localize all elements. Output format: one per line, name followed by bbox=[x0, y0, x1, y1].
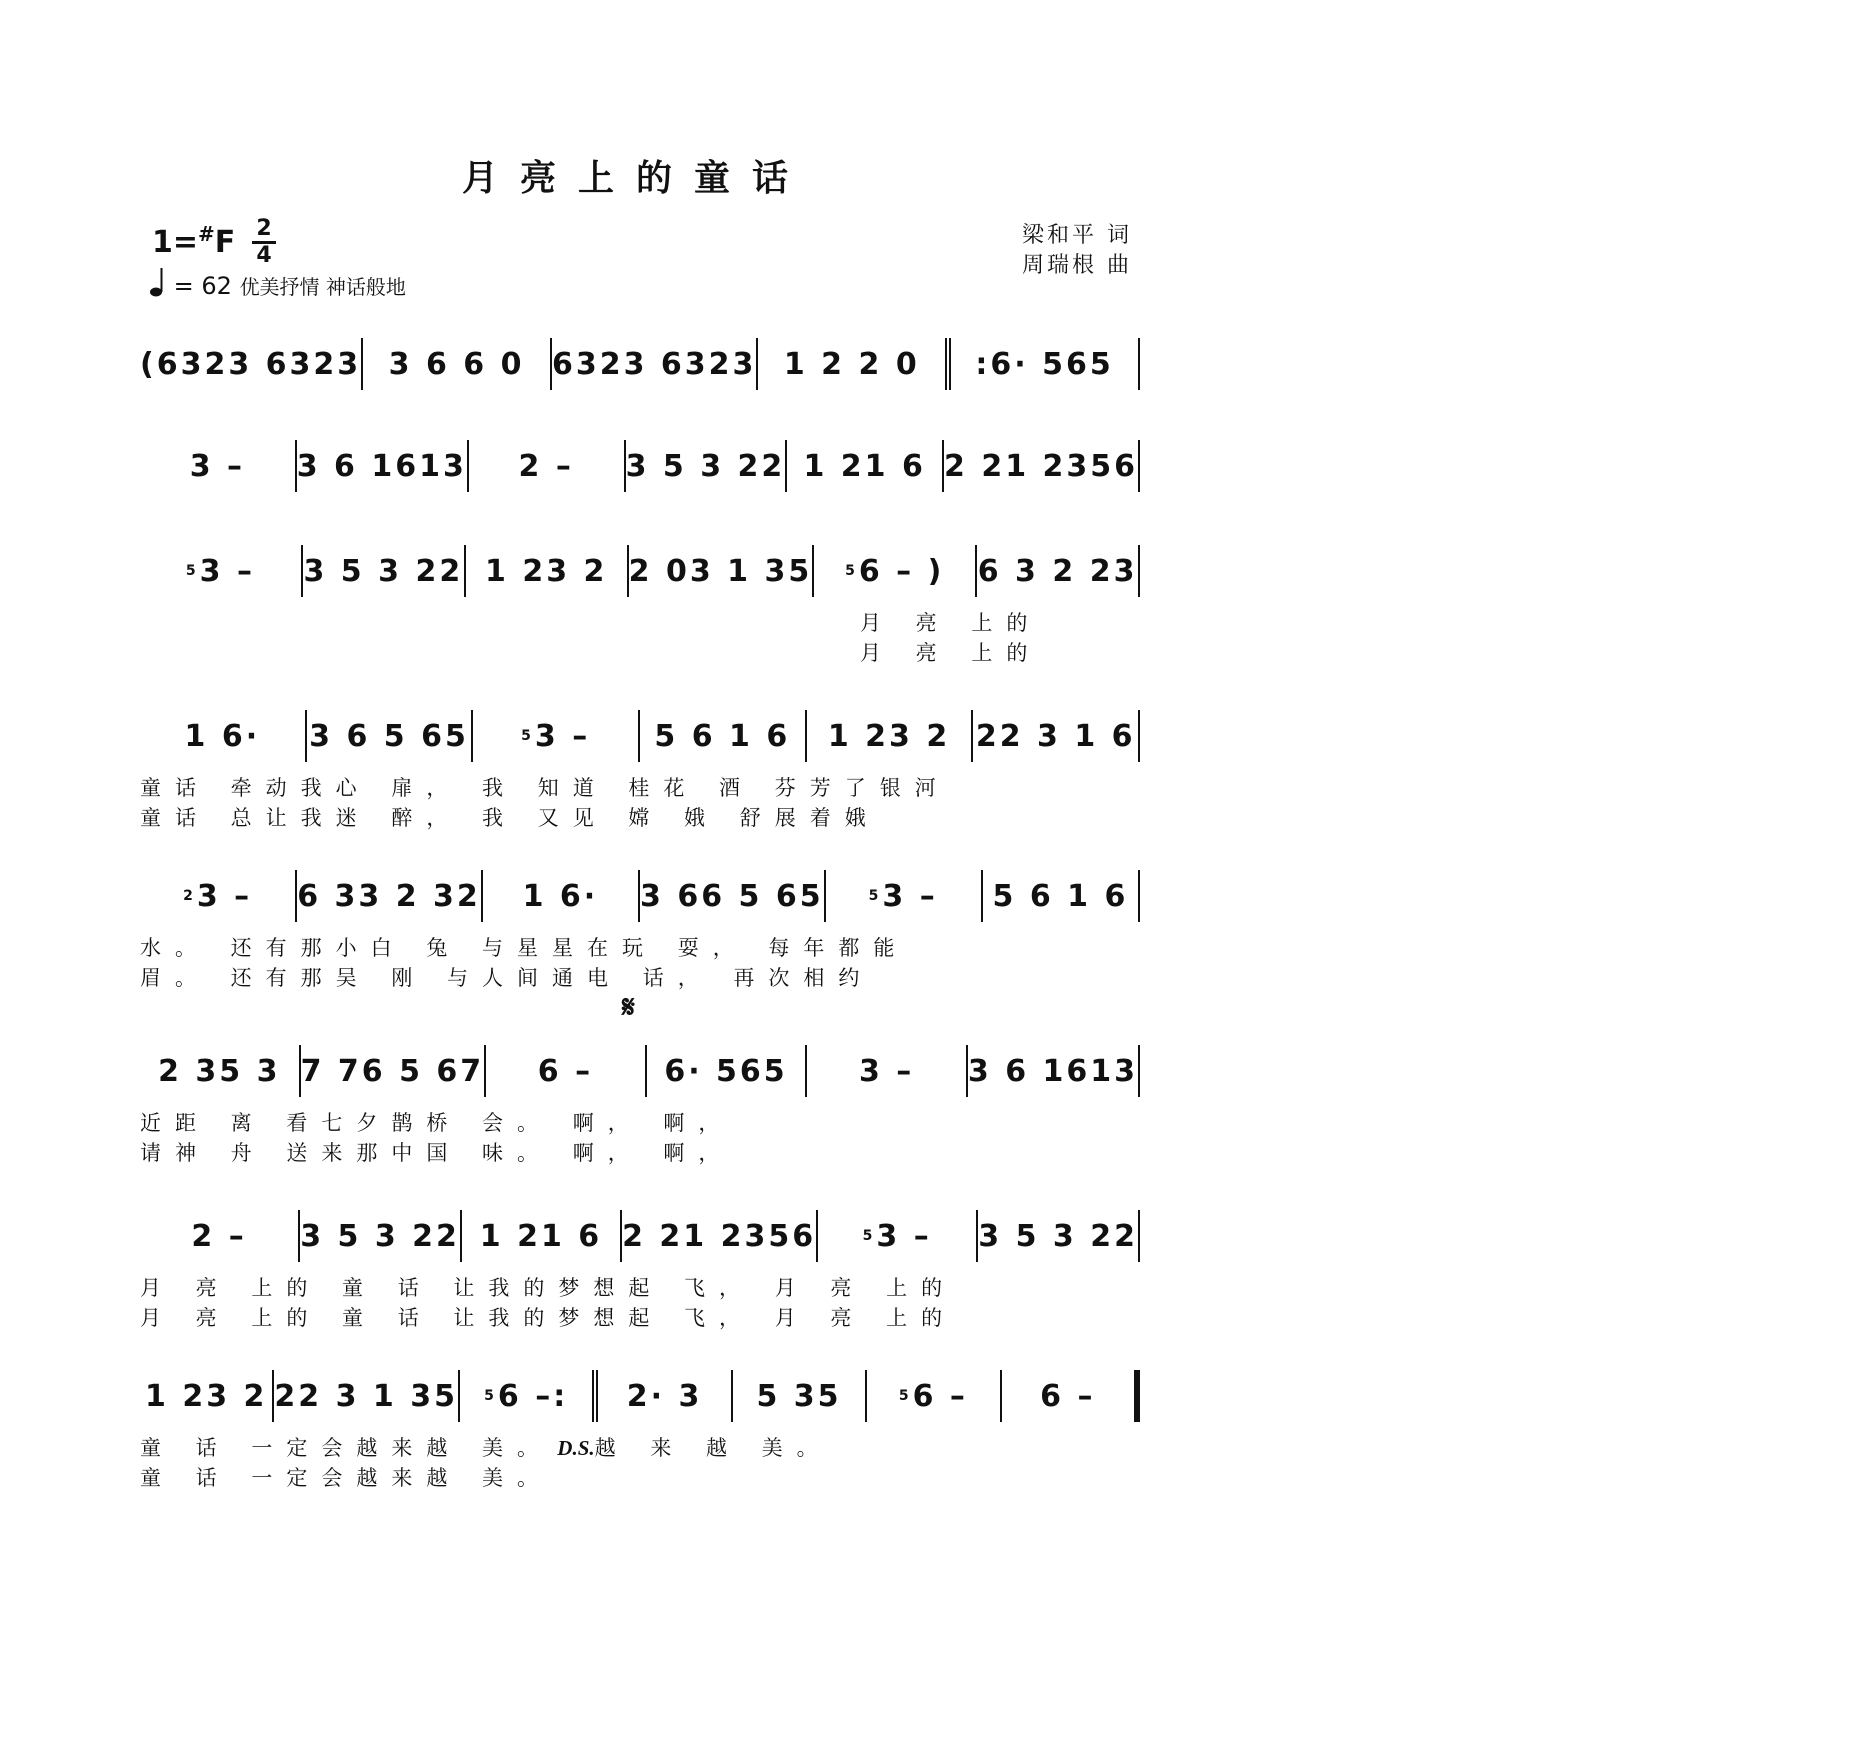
staff-row bbox=[140, 338, 1140, 418]
grace-note: 2 bbox=[183, 888, 196, 904]
measure bbox=[640, 710, 807, 762]
measure-notes: 6 33 2 32 bbox=[297, 878, 481, 914]
lyric-line: 月 亮 上的 bbox=[860, 641, 1042, 665]
grace-note: 5 bbox=[862, 1228, 876, 1244]
measure bbox=[968, 1045, 1140, 1097]
measure bbox=[622, 1210, 818, 1262]
measure bbox=[977, 545, 1140, 597]
measure bbox=[807, 1045, 968, 1097]
measure-notes: 3 5 3 22 bbox=[300, 1218, 460, 1254]
grace-note: 5 bbox=[521, 728, 534, 744]
measure bbox=[140, 1045, 301, 1097]
lyric-line: 近距 离 看七夕鹊桥 会。 啊， 啊， bbox=[140, 1111, 734, 1135]
segno-sign: 𝄋 bbox=[622, 990, 635, 1025]
measure bbox=[807, 710, 974, 762]
measure-notes: 5 6 1 6 bbox=[654, 718, 791, 754]
measure-notes: 3 6 1613 bbox=[296, 448, 467, 484]
key-prefix: 1= bbox=[152, 225, 199, 260]
measure bbox=[274, 1370, 460, 1422]
lyric-line: 童话 牵动我心 扉， 我 知道 桂花 酒 芬芳了银河 bbox=[140, 776, 950, 800]
measure bbox=[300, 1210, 462, 1262]
lyricist-credit: 梁和平 词 bbox=[1022, 223, 1132, 248]
measure bbox=[140, 545, 303, 597]
measure bbox=[983, 870, 1140, 922]
measure-notes: 1 6· bbox=[184, 718, 261, 754]
measure-notes: 2 21 2356 bbox=[944, 448, 1139, 484]
measure bbox=[733, 1370, 867, 1422]
measure-notes: 3 5 3 22 bbox=[303, 553, 464, 589]
measure-notes: 5 6 1 6 bbox=[992, 878, 1129, 914]
measure bbox=[466, 545, 629, 597]
sharp-icon: # bbox=[198, 222, 215, 246]
measure-notes: 6 – bbox=[912, 1378, 968, 1414]
measure bbox=[483, 870, 640, 922]
measure-notes: 3 – bbox=[858, 1053, 915, 1089]
grace-note: 5 bbox=[898, 1388, 912, 1404]
measure bbox=[140, 710, 307, 762]
key-signature bbox=[152, 222, 235, 260]
measure-notes: 5 35 bbox=[756, 1378, 842, 1414]
measure-notes: 6· 565 bbox=[664, 1053, 788, 1089]
measure bbox=[951, 338, 1140, 390]
measure-notes: 3 66 5 65 bbox=[640, 878, 824, 914]
measure-notes: 3 5 3 22 bbox=[625, 448, 786, 484]
time-signature bbox=[252, 218, 276, 267]
composer-credit: 周瑞根 曲 bbox=[1022, 253, 1132, 278]
measure bbox=[826, 870, 983, 922]
measure-notes: 2 – bbox=[191, 1218, 247, 1254]
ds-lyrics: 越 来 越 美。 bbox=[594, 1436, 832, 1460]
measure-notes: 3 – bbox=[882, 878, 938, 914]
measure bbox=[140, 1370, 274, 1422]
measure-notes: 1 21 6 bbox=[479, 1218, 603, 1254]
measure bbox=[1002, 1370, 1140, 1422]
measure bbox=[647, 1045, 808, 1097]
measure bbox=[140, 1210, 300, 1262]
measure bbox=[301, 1045, 487, 1097]
measure bbox=[140, 338, 363, 390]
grace-note: 5 bbox=[185, 563, 199, 579]
lyric-line: 请神 舟 送来那中国 味。 啊， 啊， bbox=[140, 1141, 734, 1165]
quarter-note-icon bbox=[150, 268, 166, 304]
tempo-expression: 优美抒情 神话般地 bbox=[239, 275, 406, 299]
measure-notes: 6323 6323 bbox=[551, 346, 757, 382]
measure bbox=[462, 1210, 622, 1262]
measure-notes: 2 21 2356 bbox=[622, 1218, 817, 1254]
lyric-line: 童 话 一定会越来越 美。 bbox=[140, 1466, 553, 1490]
measure-notes: 6 – bbox=[537, 1053, 594, 1089]
measure bbox=[629, 545, 815, 597]
measure bbox=[978, 1210, 1140, 1262]
measure-notes: 3 – bbox=[534, 718, 591, 754]
measure bbox=[307, 710, 474, 762]
measure bbox=[486, 1045, 647, 1097]
measure bbox=[973, 710, 1140, 762]
measure bbox=[787, 440, 944, 492]
lyric-line: 月 亮 上的 童 话 让我的梦想起 飞， 月 亮 上的 bbox=[140, 1306, 957, 1330]
measure bbox=[473, 710, 640, 762]
key-note: F bbox=[214, 225, 236, 260]
grace-note: 5 bbox=[868, 888, 882, 904]
measure-notes: 6 – ) bbox=[858, 553, 945, 589]
lyric-line: 月 亮 上的 童 话 让我的梦想起 飞， 月 亮 上的 bbox=[140, 1276, 957, 1300]
measure-notes: 3 – bbox=[189, 448, 246, 484]
measure bbox=[814, 545, 977, 597]
measure bbox=[552, 338, 758, 390]
measure-notes: 2 03 1 35 bbox=[628, 553, 813, 589]
song-title: 月亮上的童话 bbox=[461, 157, 810, 199]
measure bbox=[640, 870, 826, 922]
measure-notes: 22 3 1 35 bbox=[274, 1378, 458, 1414]
time-sig-bottom: 4 bbox=[256, 243, 272, 268]
measure-notes: 3 – bbox=[876, 1218, 932, 1254]
measure bbox=[944, 440, 1140, 492]
measure-notes: 7 76 5 67 bbox=[300, 1053, 485, 1089]
lyric-line: 眉。 还有那吴 刚 与人间通电 话， 再次相约 bbox=[140, 966, 874, 990]
staff-row bbox=[140, 440, 1140, 520]
measure-notes: 1 21 6 bbox=[803, 448, 926, 484]
ds-marking: D.S. bbox=[552, 1436, 595, 1460]
tempo-value: = 62 bbox=[173, 272, 232, 300]
measure bbox=[818, 1210, 978, 1262]
measure bbox=[297, 870, 483, 922]
measure-notes: 3 5 3 22 bbox=[978, 1218, 1138, 1254]
measure-notes: 3 6 5 65 bbox=[309, 718, 469, 754]
measure-notes: 3 6 1613 bbox=[967, 1053, 1139, 1089]
measure bbox=[297, 440, 469, 492]
tempo-marking bbox=[150, 268, 406, 304]
measure-notes: 2· 3 bbox=[626, 1378, 703, 1414]
measure-notes: 6 3 2 23 bbox=[977, 553, 1138, 589]
measure bbox=[140, 440, 297, 492]
measure bbox=[598, 1370, 732, 1422]
measure-notes: 6 –: bbox=[497, 1378, 569, 1414]
measure-notes: 6 – bbox=[1040, 1378, 1096, 1414]
measure-notes: 1 23 2 bbox=[827, 718, 951, 754]
measure bbox=[460, 1370, 598, 1422]
lyric-line: 月 亮 上的 bbox=[860, 611, 1042, 635]
measure-notes: :6· 565 bbox=[975, 346, 1114, 382]
measure-notes: 3 6 6 0 bbox=[388, 346, 525, 382]
measure-notes: 3 – bbox=[199, 553, 255, 589]
measure bbox=[469, 440, 626, 492]
measure-notes: 1 2 2 0 bbox=[783, 346, 920, 382]
measure bbox=[867, 1370, 1001, 1422]
measure-notes: 2 – bbox=[518, 448, 574, 484]
measure bbox=[758, 338, 951, 390]
grace-note: 5 bbox=[484, 1388, 497, 1404]
lyric-line: 童话 总让我迷 醉， 我 又见 嫦 娥 舒展着娥 bbox=[140, 806, 880, 830]
measure-notes: 1 23 2 bbox=[485, 553, 608, 589]
measure bbox=[363, 338, 552, 390]
measure-notes: 1 6· bbox=[522, 878, 599, 914]
grace-note: 5 bbox=[845, 563, 858, 579]
measure-notes: 2 35 3 bbox=[158, 1053, 281, 1089]
lyric-line: 水。 还有那小白 兔 与星星在玩 耍， 每年都能 bbox=[140, 936, 909, 960]
measure bbox=[140, 870, 297, 922]
measure-notes: 22 3 1 6 bbox=[975, 718, 1136, 754]
measure-notes: 1 23 2 bbox=[145, 1378, 268, 1414]
measure bbox=[626, 440, 788, 492]
measure-notes: (6323 6323 bbox=[140, 346, 362, 382]
measure bbox=[303, 545, 466, 597]
measure-notes: 3 – bbox=[196, 878, 253, 914]
lyric-line: 童 话 一定会越来越 美。 D.S.越 来 越 美。 bbox=[140, 1436, 832, 1460]
time-sig-top: 2 bbox=[256, 216, 272, 241]
